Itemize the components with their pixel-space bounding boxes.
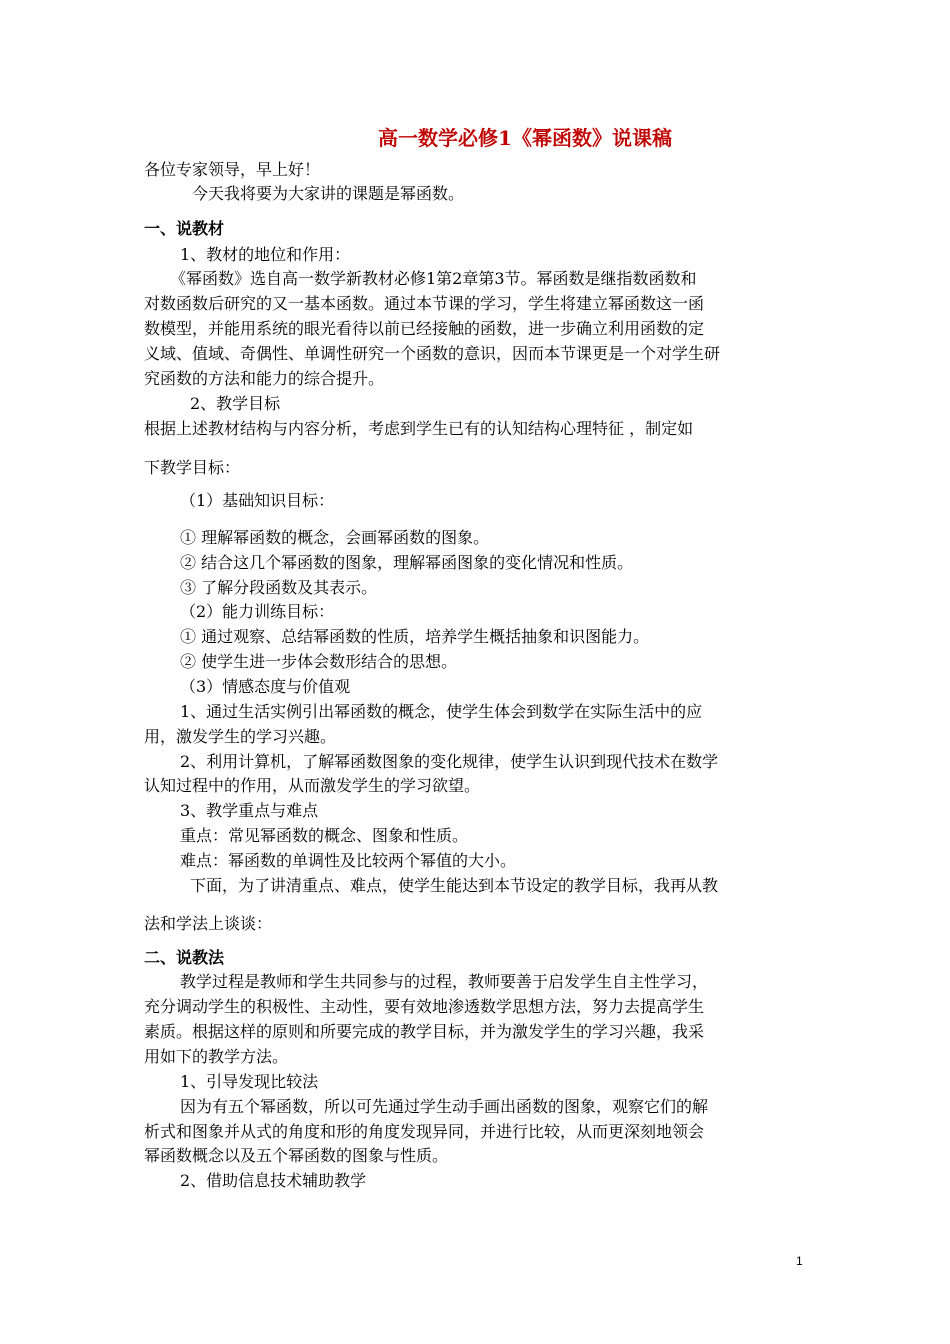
paragraph-line: 下面，为了讲清重点、难点，使学生能达到本节设定的教学目标，我再从教 (190, 876, 719, 895)
objective-item: ① 通过观察、总结幂函数的性质，培养学生概括抽象和识图能力。 (180, 627, 650, 646)
objective-heading: （3）情感态度与价值观 (180, 677, 351, 696)
intro-line: 今天我将要为大家讲的课题是幂函数。 (192, 184, 465, 203)
paragraph-line: 义域、值域、奇偶性、单调性研究一个函数的意识，因而本节课更是一个对学生研 (144, 344, 721, 363)
paragraph-line: 究函数的方法和能力的综合提升。 (144, 369, 385, 388)
key-point-line: 重点：常见幂函数的概念、图象和性质。 (180, 826, 469, 845)
objective-heading: （2）能力训练目标： (180, 602, 335, 621)
section-heading-textbook: 一、说教材 (144, 219, 225, 238)
section-heading-teaching-method: 二、说教法 (144, 948, 225, 967)
objective-item: 2、利用计算机，了解幂函数图象的变化规律，使学生认识到现代技术在数学 (180, 752, 719, 771)
objective-heading: （1）基础知识目标： (180, 491, 335, 510)
paragraph-line: 下教学目标： (144, 458, 241, 477)
page-number: 1 (796, 1254, 803, 1268)
objective-item: ③ 了解分段函数及其表示。 (180, 578, 378, 597)
paragraph-line: 认知过程中的作用，从而激发学生的学习欲望。 (144, 776, 481, 795)
objective-item: ② 结合这几个幂函数的图象，理解幂函图象的变化情况和性质。 (180, 553, 634, 572)
paragraph-line: 因为有五个幂函数，所以可先通过学生动手画出函数的图象，观察它们的解 (180, 1097, 709, 1116)
objective-item: ① 理解幂函数的概念，会画幂函数的图象。 (180, 528, 490, 547)
paragraph-line: 用如下的教学方法。 (144, 1047, 289, 1066)
subheading-key-points: 3、教学重点与难点 (180, 801, 319, 820)
paragraph-line: 对数函数后研究的又一基本函数。通过本节课的学习，学生将建立幂函数这一函 (144, 294, 705, 313)
paragraph-line: 《幂函数》选自高一数学新教材必修1第2章第3节。幂函数是继指数函数和 (170, 269, 697, 288)
paragraph-line: 素质。根据这样的原则和所要完成的教学目标，并为激发学生的学习兴趣，我采 (144, 1022, 705, 1041)
objective-item: ② 使学生进一步体会数形结合的思想。 (180, 652, 458, 671)
subheading-position: 1、教材的地位和作用： (180, 245, 351, 264)
document-title: 高一数学必修1《幂函数》说课稿 (378, 126, 672, 150)
subheading-method-2: 2、借助信息技术辅助教学 (180, 1171, 367, 1190)
paragraph-line: 幂函数概念以及五个幂函数的图象与性质。 (144, 1146, 449, 1165)
paragraph-line: 法和学法上谈谈： (144, 914, 273, 933)
paragraph-line: 用，激发学生的学习兴趣。 (144, 727, 337, 746)
paragraph-line: 数模型，并能用系统的眼光看待以前已经接触的函数，进一步确立利用函数的定 (144, 319, 705, 338)
objective-item: 1、通过生活实例引出幂函数的概念，使学生体会到数学在实际生活中的应 (180, 702, 703, 721)
paragraph-line: 教学过程是教师和学生共同参与的过程，教师要善于启发学生自主性学习， (180, 972, 709, 991)
difficulty-line: 难点：幂函数的单调性及比较两个幂值的大小。 (180, 851, 517, 870)
paragraph-line: 根据上述教材结构与内容分析，考虑到学生已有的认知结构心理特征 ，制定如 (144, 419, 694, 438)
subheading-method-1: 1、引导发现比较法 (180, 1072, 319, 1091)
paragraph-line: 充分调动学生的积极性、主动性，要有效地渗透数学思想方法，努力去提高学生 (144, 997, 705, 1016)
greeting-line: 各位专家领导，早上好！ (144, 160, 321, 179)
paragraph-line: 析式和图象并从式的角度和形的角度发现异同，并进行比较，从而更深刻地领会 (144, 1122, 705, 1141)
subheading-objectives: 2、教学目标 (190, 394, 281, 413)
